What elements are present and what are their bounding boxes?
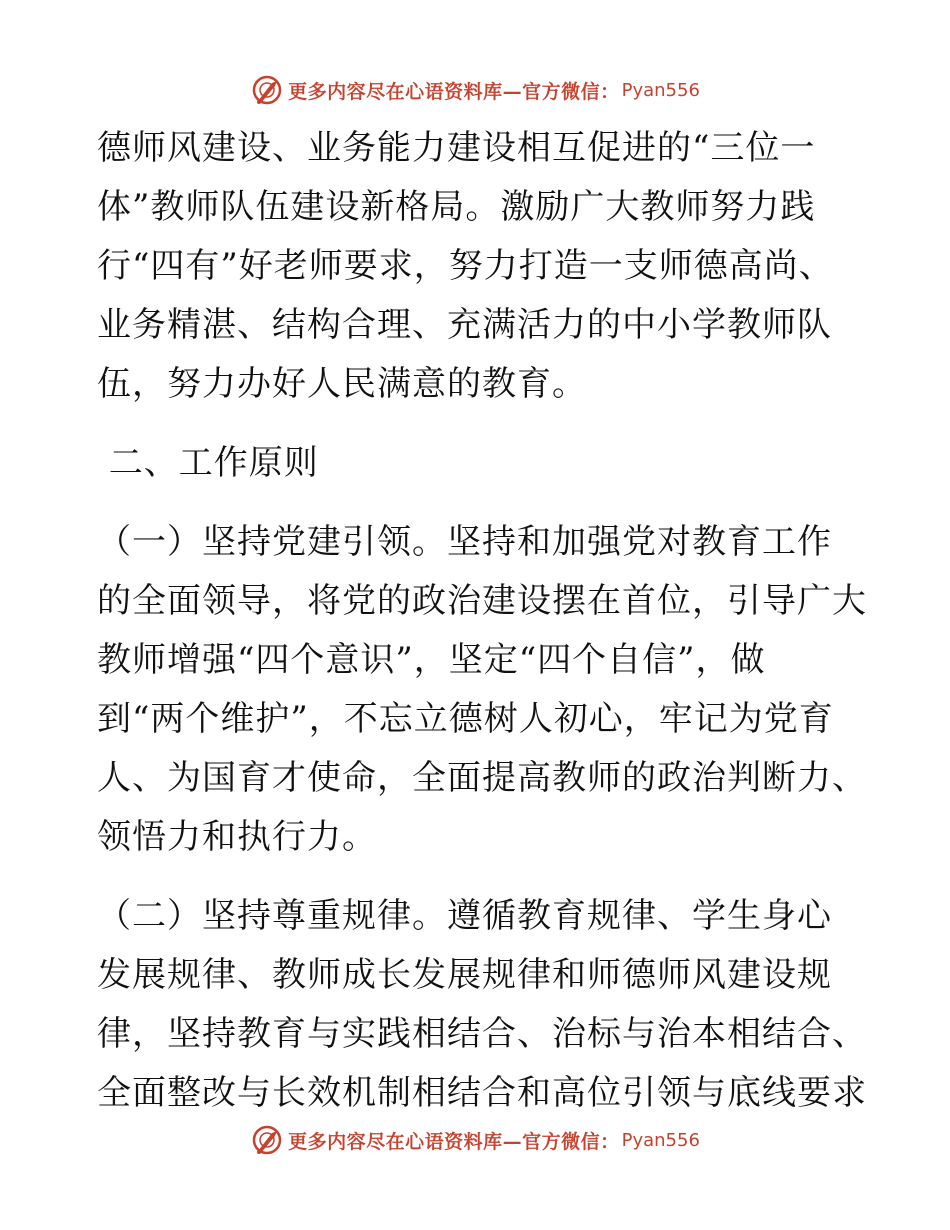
text-line: （二）坚持尊重规律。遵循教育规律、学生身心: [97, 896, 832, 936]
watermark-text: 更多内容尽在心语资料库—官方微信：: [288, 80, 620, 103]
paragraph-gap: [97, 867, 867, 887]
paragraph-gap: [97, 414, 867, 434]
section-heading: 二、工作原则: [97, 443, 319, 483]
text-line: 的全面领导，将党的政治建设摆在首位，引导广大: [97, 581, 867, 621]
text-line: 发展规律、教师成长发展规律和师德师风建设规: [97, 955, 832, 995]
text-line: 律，坚持教育与实践相结合、治标与治本相结合、: [97, 1014, 867, 1054]
footer-watermark: [0, 1120, 950, 1160]
document-body: [97, 119, 867, 1123]
header-watermark: [0, 70, 950, 110]
watermark-wechat-id: Pyan556: [621, 79, 700, 101]
paragraph-party-leadership: [97, 513, 867, 867]
text-line: 体”教师队伍建设新格局。激励广大教师努力践: [97, 187, 816, 227]
text-line: 德师风建设、业务能力建设相互促进的“三位一: [97, 128, 816, 168]
pen-nib-circle-icon: [250, 73, 284, 107]
text-line: 人、为国育才使命，全面提高教师的政治判断力、: [97, 758, 867, 798]
watermark-text: 更多内容尽在心语资料库—官方微信：: [288, 1130, 620, 1153]
text-line: 领悟力和执行力。: [97, 817, 377, 857]
text-line: 全面整改与长效机制相结合和高位引领与底线要求: [97, 1073, 867, 1113]
paragraph-gap: [97, 493, 867, 513]
text-line: 伍，努力办好人民满意的教育。: [97, 364, 587, 404]
watermark-wechat-id: Pyan556: [621, 1129, 700, 1151]
paragraph-respect-laws: [97, 887, 867, 1123]
paragraph-intro-continuation: [97, 119, 867, 414]
pen-nib-circle-icon: [250, 1123, 284, 1157]
text-line: 到“两个维护”，不忘立德树人初心，牢记为党育: [97, 699, 834, 739]
text-line: 业务精湛、结构合理、充满活力的中小学教师队: [97, 305, 832, 345]
text-line: （一）坚持党建引领。坚持和加强党对教育工作: [97, 522, 832, 562]
text-line: 教师增强“四个意识”，坚定“四个自信”，做: [97, 640, 766, 680]
section-heading-work-principles: [97, 434, 867, 493]
text-line: 行“四有”好老师要求，努力打造一支师德高尚、: [97, 246, 834, 286]
